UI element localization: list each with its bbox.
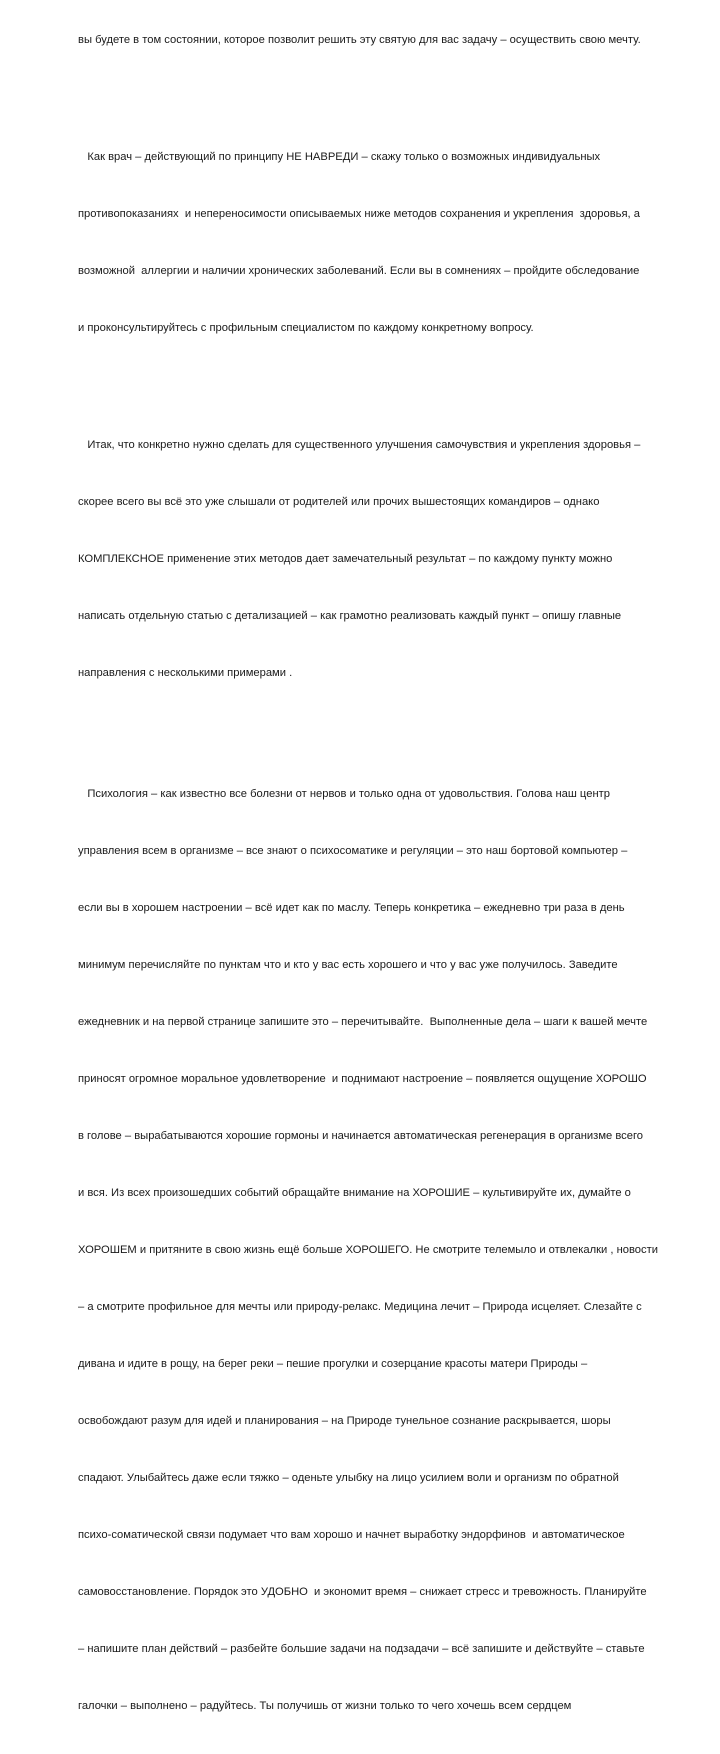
- text-line: – напишите план действий – разбейте большие задачи на подзадачи – всё запишите и действуйте – ставьте: [78, 1643, 645, 1655]
- paragraph-gap: [78, 376, 704, 398]
- text-line: освобождают разум для идей и планирования – на Природе тунельное сознание раскрывается, шоры: [78, 1415, 611, 1427]
- text-line: ежедневник и на первой странице запишите это – перечитывайте. Выполненные дела – шаги к вашей мечте: [78, 1016, 648, 1028]
- text-line: если вы в хорошем настроении – всё идет как по маслу. Теперь конкретика – ежедневно три раза в день: [78, 902, 625, 914]
- text-line: Итак, что конкретно нужно сделать для существенного улучшения самочувствия и укрепления здоровья –: [78, 439, 641, 451]
- text-line: спадают. Улыбайтесь даже если тяжко – оденьте улыбку на лицо усилием воли и организм по обратной: [78, 1472, 619, 1484]
- text-line: галочки – выполнено – радуйтесь. Ты получишь от жизни только то чего хочешь всем сердцем: [78, 1700, 572, 1712]
- paragraph-gap: [78, 721, 704, 747]
- text-line: дивана и идите в рощу, на берег реки – пешие прогулки и созерцание красоты матери Природы –: [78, 1358, 588, 1370]
- text-line: – а смотрите профильное для мечты или природу-релакс. Медицина лечит – Природа исцеляет. Слезайте с: [78, 1301, 642, 1313]
- paragraph-intro-tail: [78, 0, 704, 88]
- text-line: Психология – как известно все болезни от нервов и только одна от удовольствия. Голова наш центр: [78, 788, 610, 800]
- text-line: в голове – вырабатываются хорошие гормоны и начинается автоматическая регенерация в организме всего: [78, 1130, 644, 1142]
- text-line: и вся. Из всех произошедших событий обращайте внимание на ХОРОШИЕ – культивируйте их, думайте о: [78, 1187, 631, 1199]
- text-line: психо-соматической связи подумает что вам хорошо и начнет выработку эндорфинов и автоматическое: [78, 1529, 625, 1541]
- text-line: Как врач – действующий по принципу НЕ НАВРЕДИ – скажу только о возможных индивидуальных: [78, 151, 601, 163]
- text-line: и проконсультируйтесь с профильным специалистом по каждому конкретному вопросу.: [78, 322, 534, 334]
- text-line: КОМПЛЕКСНОЕ применение этих методов дает замечательный результат – по каждому пункту можно: [78, 553, 613, 565]
- text-line: самовосстановление. Порядок это УДОБНО и экономит время – снижает стресс и тревожность. Планируйте: [78, 1586, 647, 1598]
- text-line: приносят огромное моральное удовлетворение и поднимают настроение – появляется ощущение ХОРОШО: [78, 1073, 647, 1085]
- text-line: возможной аллергии и наличии хронических заболеваний. Если вы в сомнениях – пройдите обследование: [78, 265, 640, 277]
- paragraph-doctor-note: [78, 110, 704, 376]
- paragraph-gap: [78, 88, 704, 110]
- paragraph-methods-overview: [78, 398, 704, 721]
- text-line: противопоказаниях и непереносимости описываемых ниже методов сохранения и укрепления здоровья, а: [78, 208, 640, 220]
- text-line: скорее всего вы всё это уже слышали от родителей или прочих вышестоящих командиров – однако: [78, 496, 600, 508]
- text-line: написать отдельную статью с детализацией – как грамотно реализовать каждый пункт – опишу главные: [78, 610, 622, 622]
- text-line: вы будете в том состоянии, которое позволит решить эту святую для вас задачу – осуществить свою мечту.: [78, 34, 641, 46]
- text-line: минимум перечисляйте по пунктам что и кто у вас есть хорошего и что у вас уже получилось. Заведите: [78, 959, 618, 971]
- paragraph-psychology: [78, 747, 704, 1754]
- text-line: направления с несколькими примерами .: [78, 667, 293, 679]
- text-line: управления всем в организме – все знают о психосоматике и регуляции – это наш бортовой компьютер –: [78, 845, 628, 857]
- document-page: [78, 0, 704, 1754]
- text-line: ХОРОШЕМ и притяните в свою жизнь ещё больше ХОРОШЕГО. Не смотрите телемыло и отвлекалки , новости: [78, 1244, 658, 1256]
